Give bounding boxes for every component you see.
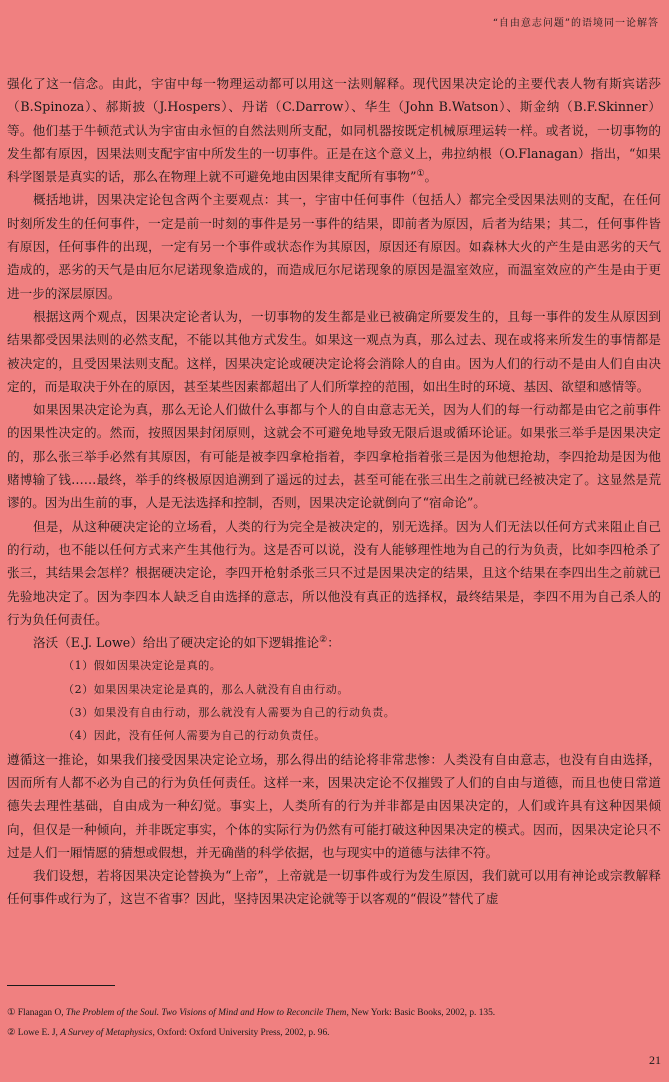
logic-argument-list — [7, 654, 661, 747]
list-item: （1）假如因果决定论是真的。 — [63, 659, 222, 673]
footnote-1: ① Flanagan O, The Problem of the Soul. Two Visions of Mind and How to Reconcile Them, New York: Basic Books, 2002, p. 135. — [7, 1008, 496, 1018]
paragraph: 洛沃（E.J. Lowe）给出了硬决定论的如下逻辑推论②： — [33, 634, 340, 651]
paragraph-continuation: 强化了这一信念。由此，宇宙中每一物理运动都可以用这一法则解释。现代因果决定论的主要代表人物有斯宾诺莎（B.Spinoza）、郝斯披（J.Hospers）、丹诺（C.Darrow）、华生（John B.Watson）、斯金纳（B.F.Skinner）等。他们基于牛顿范式认为宇宙由永恒的自然法则所支配，如同机器按既定机械原理运转一样。或者说，一切事物的发生都有原因，因果法则支配宇宙中所发生的一切事件。正是在这个意义上，弗拉纳根（O.Flanagan）指出，“如果科学图景是真实的话，那么在物理上就不可避免地由因果律支配所有事物”①。 — [7, 76, 661, 185]
page-number: 21 — [649, 1053, 661, 1067]
paragraph: 但是，从这种硬决定论的立场看，人类的行为完全是被决定的，别无选择。因为人们无法以任何方式来阻止自己的行动，也不能以任何方式来产生其他行为。这是否可以说，没有人能够理性地为自己的行为负责，比如李四枪杀了张三，其结果会怎样？根据硬决定论，李四开枪射杀张三只不过是因果决定的结果，且这个结果在李四出生之前就已先验地决定了。因为李四本人缺乏自由选择的意志，所以他没有真正的选择权，最终结果是，李四不用为自己杀人的行为负任何责任。 — [7, 518, 661, 627]
paragraph: 如果因果决定论为真，那么无论人们做什么事都与个人的自由意志无关，因为人们的每一行动都是由它之前事件的因果性决定的。然而，按照因果封闭原则，这就会不可避免地导致无限后退或循环论证。如果张三举手是因果决定的，那么张三举手必然有其原因，有可能是被李四拿枪指着，李四拿枪指着张三是因为他想抢劫，李四抢劫是因为他赌博输了钱……最终，举手的终极原因追溯到了遥远的过去，甚至可能在张三出生之前就已经被决定了。这显然是荒谬的。因为出生前的事，人是无法选择和控制，否则，因果决定论就倒向了“宿命论”。 — [7, 402, 661, 511]
footnotes — [7, 1003, 661, 1043]
body-text — [7, 72, 661, 911]
paragraph: 根据这两个观点，因果决定论者认为，一切事物的发生都是业已被确定所要发生的，且每一事件的发生从原因到结果都受因果法则的必然支配，不能以其他方式发生。如果这一观点为真，那么过去、现在或将来所发生的事情都是被决定的，且受因果法则支配。这样，因果决定论或硬决定论将会消除人的自由。因为人们的行动不是由人们自由决定的，而是取决于外在的原因，甚至某些因素都超出了人们所掌控的范围，如出生时的环境、基因、欲望和感情等。 — [7, 308, 661, 394]
paragraph: 概括地讲，因果决定论包含两个主要观点：其一，宇宙中任何事件（包括人）都完全受因果法则的支配，在任何时刻所发生的任何事件，一定是前一时刻的事件是另一事件的结果，即前者为原因，后者为结果；其二，任何事件皆有原因，任何事件的出现，一定有另一个事件或状态作为其原因，原因还有原因。如森林大火的产生是由恶劣的天气造成的，恶劣的天气是由厄尔尼诺现象造成的，而造成厄尔尼诺现象的原因是温室效应，而温室效应的产生是由于更进一步的深层原因。 — [7, 192, 661, 301]
footnote-ref-2[interactable]: ② — [319, 634, 328, 645]
running-header: “自由意志问题”的语境同一论解答 — [492, 18, 659, 29]
paragraph: 我们设想，若将因果决定论替换为“上帝”，上帝就是一切事件或行为发生原因，我们就可以用有神论或宗教解释任何事件或行为了，这岂不省事？因此，坚持因果决定论就等于以客观的“假设”替代了虚 — [7, 868, 661, 907]
list-item: （3）如果没有自由行动，那么就没有人需要为自己的行动负责。 — [63, 706, 396, 720]
list-item: （4）因此，没有任何人需要为自己的行动负责任。 — [63, 729, 326, 743]
footnote-divider — [7, 985, 115, 986]
list-item: （2）如果因果决定论是真的，那么人就没有自由行动。 — [63, 682, 349, 696]
paragraph: 遵循这一推论，如果我们接受因果决定论立场，那么得出的结论将非常悲惨：人类没有自由意志，也没有自由选择，因而所有人都不必为自己的行为负任何责任。这样一来，因果决定论不仅摧毁了人们的自由与道德，而且也使日常道德失去理性基础，自由成为一种幻觉。事实上，人类所有的行为并非都是由因果决定的，人们或许具有这种因果倾向，但仅是一种倾向，并非既定事实，个体的实际行为仍然有可能打破这种因果决定的模式。因而，因果决定论只不过是人们一厢情愿的猜想或假想，并无确凿的科学依据，也与现实中的道德与法律不符。 — [7, 751, 661, 860]
footnote-2: ② Lowe E. J, A Survey of Metaphysics, Oxford: Oxford University Press, 2002, p. 96. — [7, 1028, 330, 1038]
footnote-ref-1[interactable]: ① — [416, 169, 425, 179]
